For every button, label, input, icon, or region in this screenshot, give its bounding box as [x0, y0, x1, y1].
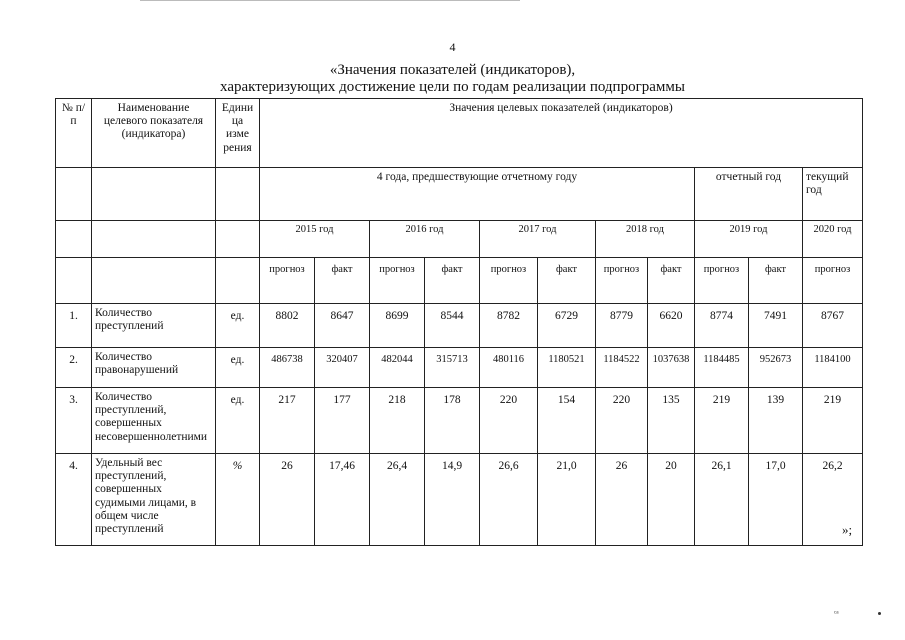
value-cell: 8647: [315, 304, 370, 348]
value-cell: 219: [803, 388, 863, 454]
row-num: 4.: [56, 454, 92, 546]
value-cell: 8802: [260, 304, 315, 348]
scan-artifact-dot: [878, 612, 881, 615]
row-unit: ед.: [216, 348, 260, 388]
header-year: 2020 год: [803, 221, 863, 258]
row-num: 3.: [56, 388, 92, 454]
header-year: 2016 год: [370, 221, 480, 258]
row-indicator-name: Удельный вес преступлений, совершенных судимыми лицами, в общем числе преступлений: [92, 454, 216, 546]
value-cell: 8782: [480, 304, 538, 348]
value-cell: 480116: [480, 348, 538, 388]
header-forecast: прогноз: [370, 258, 425, 304]
header-blank: [92, 168, 216, 221]
header-forecast: прогноз: [596, 258, 648, 304]
value-cell: 1184485: [695, 348, 749, 388]
value-cell: 178: [425, 388, 480, 454]
value-cell: 6729: [538, 304, 596, 348]
header-blank: [56, 168, 92, 221]
value-cell: 8544: [425, 304, 480, 348]
header-prior-years: 4 года, предшествующие отчетному году: [260, 168, 695, 221]
header-year: 2015 год: [260, 221, 370, 258]
value-cell: 1180521: [538, 348, 596, 388]
row-unit: ед.: [216, 304, 260, 348]
header-blank: [56, 258, 92, 304]
value-cell: 7491: [749, 304, 803, 348]
value-cell: 8779: [596, 304, 648, 348]
value-cell: 139: [749, 388, 803, 454]
value-cell: 486738: [260, 348, 315, 388]
page-number: 4: [449, 40, 456, 54]
header-values: Значения целевых показателей (индикаторов): [260, 99, 863, 168]
header-blank: [216, 221, 260, 258]
value-cell: 218: [370, 388, 425, 454]
value-cell: 8774: [695, 304, 749, 348]
row-unit: ед.: [216, 388, 260, 454]
header-fact: факт: [749, 258, 803, 304]
header-forecast: прогноз: [695, 258, 749, 304]
row-unit: %: [216, 454, 260, 546]
header-blank: [56, 221, 92, 258]
header-forecast: прогноз: [260, 258, 315, 304]
header-current-year: текущий год: [803, 168, 863, 221]
scan-edge-line: [140, 0, 520, 1]
value-cell: 17,46: [315, 454, 370, 546]
value-cell: 21,0: [538, 454, 596, 546]
value-cell: 26: [260, 454, 315, 546]
value-cell: 1184100: [803, 348, 863, 388]
header-blank: [92, 221, 216, 258]
header-blank: [216, 168, 260, 221]
header-fact: факт: [315, 258, 370, 304]
value-cell: 1184522: [596, 348, 648, 388]
table-row: [56, 304, 863, 348]
header-fact: факт: [425, 258, 480, 304]
header-year: 2019 год: [695, 221, 803, 258]
value-cell: 220: [596, 388, 648, 454]
value-cell: 26: [596, 454, 648, 546]
indicators-table: [55, 98, 863, 546]
header-blank: [216, 258, 260, 304]
value-cell: 217: [260, 388, 315, 454]
row-indicator-name: Количество правонарушений: [92, 348, 216, 388]
value-cell: 315713: [425, 348, 480, 388]
value-cell: 26,4: [370, 454, 425, 546]
value-cell: 135: [648, 388, 695, 454]
value-cell: 8767: [803, 304, 863, 348]
value-cell: 17,0: [749, 454, 803, 546]
value-cell: 20: [648, 454, 695, 546]
value-cell: 1037638: [648, 348, 695, 388]
row-num: 1.: [56, 304, 92, 348]
value-cell: 26,2: [803, 454, 863, 546]
closing-quote-mark: »;: [842, 522, 853, 537]
header-year: 2018 год: [596, 221, 695, 258]
header-num: № п/п: [56, 99, 92, 168]
header-fact: факт: [648, 258, 695, 304]
header-year: 2017 год: [480, 221, 596, 258]
header-report-year: отчетный год: [695, 168, 803, 221]
value-cell: 219: [695, 388, 749, 454]
table-row: [56, 454, 863, 546]
table-row: [56, 388, 863, 454]
value-cell: 320407: [315, 348, 370, 388]
table-title-line1: «Значения показателей (индикаторов),: [329, 62, 576, 78]
table-row: [56, 348, 863, 388]
value-cell: 482044: [370, 348, 425, 388]
value-cell: 8699: [370, 304, 425, 348]
header-blank: [92, 258, 216, 304]
value-cell: 177: [315, 388, 370, 454]
value-cell: 154: [538, 388, 596, 454]
scan-artifact-mark: ᶜᵃ: [834, 608, 839, 618]
value-cell: 26,1: [695, 454, 749, 546]
value-cell: 952673: [749, 348, 803, 388]
header-forecast: прогноз: [480, 258, 538, 304]
header-forecast: прогноз: [803, 258, 863, 304]
value-cell: 6620: [648, 304, 695, 348]
header-unit: Едини ца изме рения: [216, 99, 260, 168]
row-indicator-name: Количество преступлений, совершенных несовершеннолетними: [92, 388, 216, 454]
value-cell: 14,9: [425, 454, 480, 546]
table-title-line2: характеризующих достижение цели по годам реализации подпрограммы: [220, 79, 685, 95]
row-indicator-name: Количество преступлений: [92, 304, 216, 348]
value-cell: 26,6: [480, 454, 538, 546]
header-fact: факт: [538, 258, 596, 304]
row-num: 2.: [56, 348, 92, 388]
header-indicator-name: Наименование целевого показателя (индикатора): [92, 99, 216, 168]
value-cell: 220: [480, 388, 538, 454]
